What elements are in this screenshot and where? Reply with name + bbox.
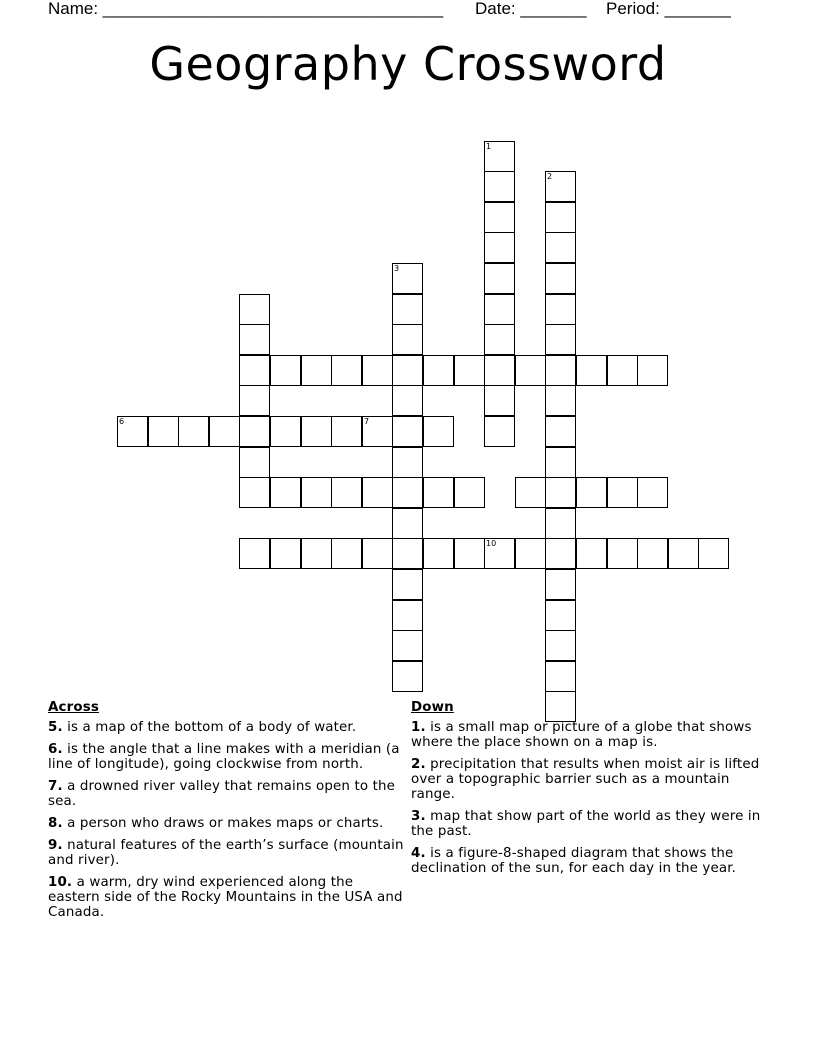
grid-cell[interactable] — [668, 538, 699, 569]
page-title: Geography Crossword — [149, 37, 667, 91]
grid-cell[interactable] — [270, 538, 301, 569]
grid-cell[interactable] — [362, 355, 393, 386]
grid-cell[interactable] — [392, 385, 423, 416]
grid-cell[interactable] — [454, 538, 485, 569]
grid-cell[interactable] — [301, 477, 332, 508]
grid-cell[interactable] — [362, 416, 393, 447]
grid-cell[interactable] — [392, 355, 423, 386]
clue-text: is a small map or picture of a globe that shows where the place shown on a map is. — [411, 720, 752, 750]
grid-cell[interactable] — [576, 538, 607, 569]
grid-cell[interactable] — [239, 538, 270, 569]
clue-number: 3 — [394, 264, 400, 273]
clue-num: 5. — [48, 720, 63, 735]
grid-cell[interactable] — [178, 416, 209, 447]
clue-num: 8. — [48, 816, 63, 831]
clue-text: precipitation that results when moist air is lifted over a topographic barrier such as a mountain range. — [411, 757, 760, 802]
grid-cell[interactable] — [545, 416, 576, 447]
clue-number: 1 — [486, 142, 492, 151]
grid-cell[interactable] — [301, 355, 332, 386]
down-clue — [411, 720, 761, 750]
grid-cell[interactable] — [545, 355, 576, 386]
across-clue — [48, 838, 408, 868]
grid-cell[interactable] — [301, 538, 332, 569]
grid-cell[interactable] — [607, 477, 638, 508]
clue-text: map that show part of the world as they were in the past. — [411, 809, 761, 839]
clue-num: 9. — [48, 838, 63, 853]
grid-cell[interactable] — [270, 477, 301, 508]
grid-cell[interactable] — [545, 538, 576, 569]
grid-cell[interactable] — [392, 630, 423, 661]
across-clue — [48, 779, 408, 809]
grid-cell[interactable] — [515, 355, 546, 386]
grid-cell[interactable] — [515, 538, 546, 569]
grid-cell[interactable] — [239, 416, 270, 447]
grid-cell[interactable] — [545, 508, 576, 539]
grid-cell[interactable] — [484, 294, 515, 325]
grid-cell[interactable] — [545, 385, 576, 416]
grid-cell[interactable] — [515, 477, 546, 508]
grid-cell[interactable] — [545, 324, 576, 355]
grid-cell[interactable] — [331, 538, 362, 569]
grid-cell[interactable] — [484, 171, 515, 202]
clue-text: is a figure-8-shaped diagram that shows the declination of the sun, for each day in the year. — [411, 846, 737, 876]
clue-num: 3. — [411, 809, 426, 824]
across-clue — [48, 742, 408, 772]
grid-cell[interactable] — [545, 630, 576, 661]
grid-cell[interactable] — [148, 416, 179, 447]
grid-cell[interactable] — [698, 538, 729, 569]
date-field-label[interactable]: Date: _______ — [475, 0, 587, 18]
clue-num: 4. — [411, 846, 426, 861]
grid-cell[interactable] — [423, 416, 454, 447]
grid-cell[interactable] — [454, 477, 485, 508]
clue-text: a drowned river valley that remains open to the sea. — [48, 779, 396, 809]
clue-text: is the angle that a line makes with a meridian (a line of longitude), going clockwise from north. — [48, 742, 400, 772]
clue-num: 2. — [411, 757, 426, 772]
grid-cell[interactable] — [484, 232, 515, 263]
grid-cell[interactable] — [270, 355, 301, 386]
grid-cell[interactable] — [392, 508, 423, 539]
grid-cell[interactable] — [392, 538, 423, 569]
grid-cell[interactable] — [454, 355, 485, 386]
clue-num: 10. — [48, 875, 73, 890]
grid-cell[interactable] — [484, 263, 515, 294]
grid-cell[interactable] — [239, 294, 270, 325]
grid-cell[interactable] — [423, 477, 454, 508]
across-clue — [48, 720, 408, 735]
clue-number: 6 — [119, 417, 125, 426]
grid-cell[interactable] — [637, 538, 668, 569]
grid-cell[interactable] — [607, 538, 638, 569]
grid-cell[interactable] — [362, 477, 393, 508]
clue-num: 1. — [411, 720, 426, 735]
grid-cell[interactable] — [484, 355, 515, 386]
clue-text: is a map of the bottom of a body of water. — [62, 720, 357, 735]
grid-cell[interactable] — [331, 416, 362, 447]
clue-text: a person who draws or makes maps or charts. — [62, 816, 384, 831]
down-heading: Down — [411, 700, 454, 715]
grid-cell[interactable] — [392, 263, 423, 294]
grid-cell[interactable] — [423, 538, 454, 569]
grid-cell[interactable] — [239, 477, 270, 508]
grid-cell[interactable] — [239, 355, 270, 386]
grid-cell[interactable] — [484, 538, 515, 569]
across-heading: Across — [48, 700, 99, 715]
grid-cell[interactable] — [484, 385, 515, 416]
clue-text: natural features of the earth’s surface (mountain and river). — [48, 838, 404, 868]
grid-cell[interactable] — [392, 324, 423, 355]
grid-cell[interactable] — [576, 477, 607, 508]
name-field-label[interactable]: Name: ____________________________________ — [48, 0, 444, 18]
grid-cell[interactable] — [484, 416, 515, 447]
grid-cell[interactable] — [301, 416, 332, 447]
grid-cell[interactable] — [484, 141, 515, 172]
grid-cell[interactable] — [637, 355, 668, 386]
across-clue — [48, 875, 408, 920]
grid-cell[interactable] — [209, 416, 240, 447]
grid-cell[interactable] — [484, 202, 515, 233]
grid-cell[interactable] — [392, 416, 423, 447]
grid-cell[interactable] — [545, 232, 576, 263]
grid-cell[interactable] — [545, 569, 576, 600]
grid-cell[interactable] — [392, 600, 423, 631]
grid-cell[interactable] — [117, 416, 148, 447]
grid-cell[interactable] — [545, 171, 576, 202]
grid-cell[interactable] — [423, 355, 454, 386]
down-clues — [411, 700, 761, 883]
grid-cell[interactable] — [392, 661, 423, 692]
grid-cell[interactable] — [545, 263, 576, 294]
clue-number: 7 — [364, 417, 370, 426]
grid-cell[interactable] — [576, 355, 607, 386]
across-clue — [48, 816, 408, 831]
grid-cell[interactable] — [331, 355, 362, 386]
grid-cell[interactable] — [362, 538, 393, 569]
grid-cell[interactable] — [607, 355, 638, 386]
clue-num: 6. — [48, 742, 63, 757]
grid-cell[interactable] — [239, 447, 270, 478]
grid-cell[interactable] — [392, 569, 423, 600]
across-clues — [48, 700, 408, 927]
down-clue — [411, 757, 761, 802]
period-field-label[interactable]: Period: _______ — [606, 0, 731, 18]
grid-cell[interactable] — [545, 447, 576, 478]
clue-number: 10 — [486, 539, 497, 548]
grid-cell[interactable] — [545, 202, 576, 233]
grid-cell[interactable] — [392, 294, 423, 325]
grid-cell[interactable] — [545, 600, 576, 631]
grid-cell[interactable] — [484, 324, 515, 355]
grid-cell[interactable] — [239, 385, 270, 416]
grid-cell[interactable] — [392, 477, 423, 508]
clue-number: 2 — [547, 172, 553, 181]
down-clue — [411, 846, 761, 876]
clue-text: a warm, dry wind experienced along the eastern side of the Rocky Mountains in the USA and Canada. — [48, 875, 403, 920]
grid-cell[interactable] — [392, 447, 423, 478]
grid-cell[interactable] — [331, 477, 362, 508]
grid-cell[interactable] — [545, 294, 576, 325]
grid-cell[interactable] — [270, 416, 301, 447]
down-clue — [411, 809, 761, 839]
grid-cell[interactable] — [239, 324, 270, 355]
clue-num: 7. — [48, 779, 63, 794]
grid-cell[interactable] — [637, 477, 668, 508]
grid-cell[interactable] — [545, 661, 576, 692]
grid-cell[interactable] — [545, 477, 576, 508]
